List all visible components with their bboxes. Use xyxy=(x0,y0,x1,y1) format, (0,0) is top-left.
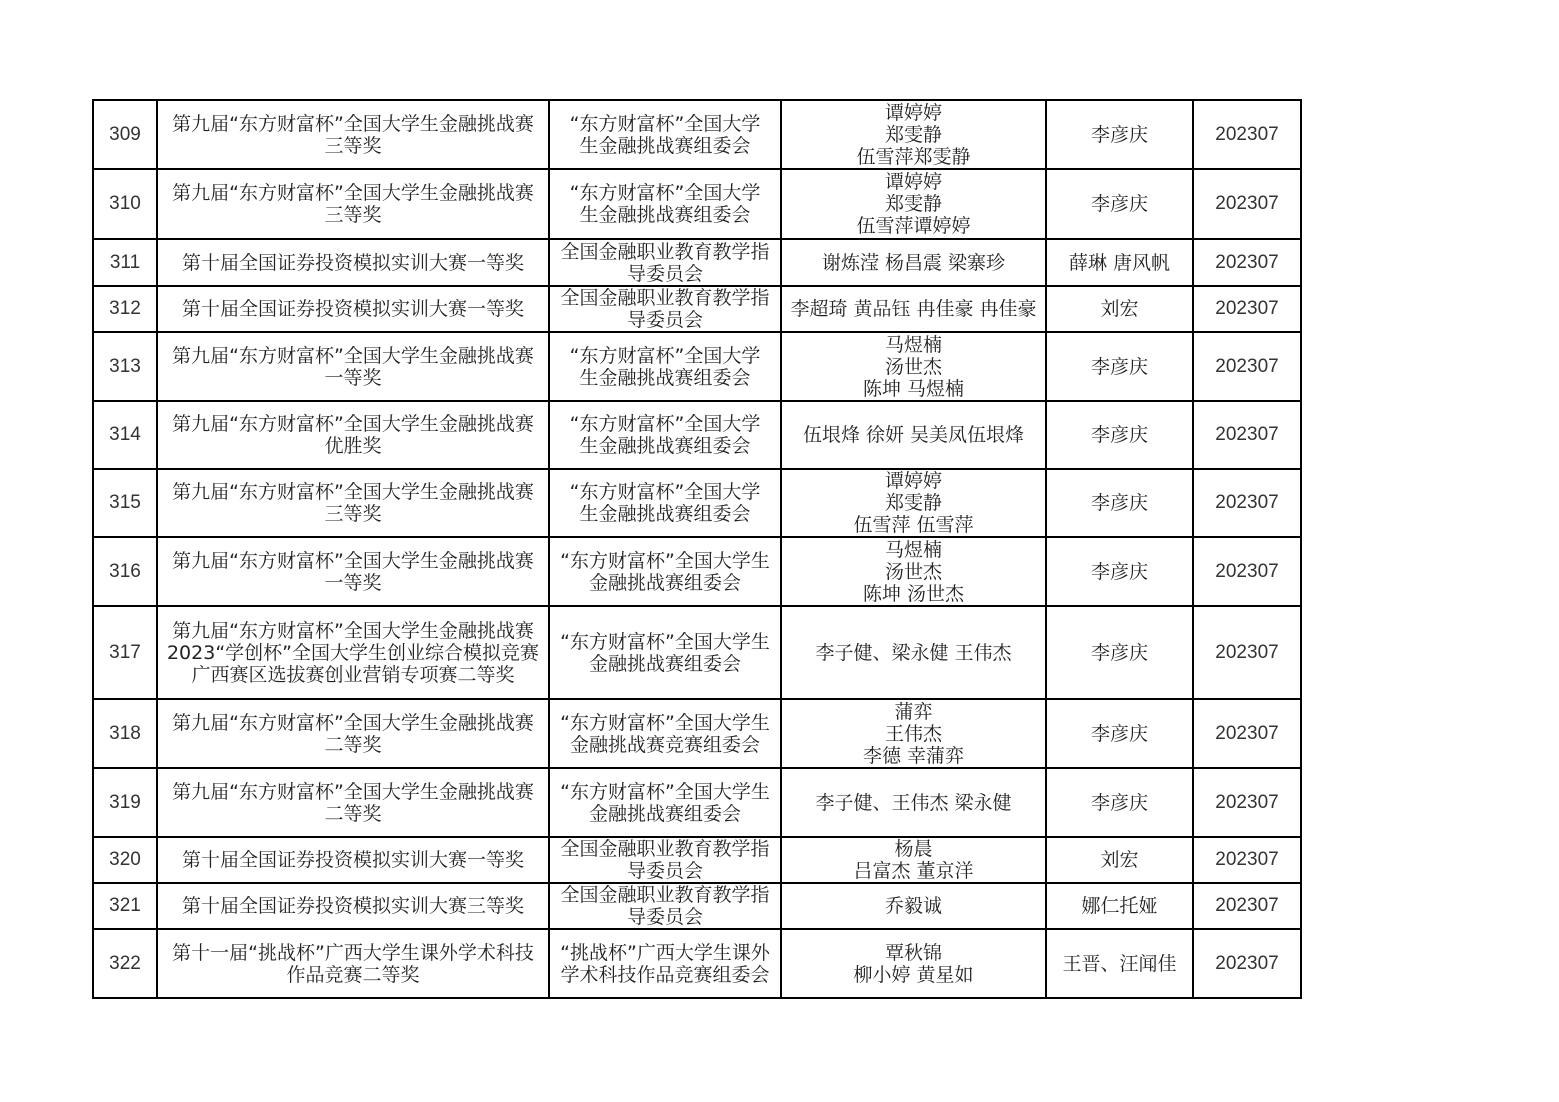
cell-organizer-line: 导委员会 xyxy=(626,906,703,928)
cell-students xyxy=(781,699,1046,768)
cell-students xyxy=(781,768,1046,837)
table-row xyxy=(93,401,1301,469)
cell-students-line: 谭婷婷 xyxy=(884,171,942,193)
awards-table xyxy=(92,99,1302,999)
cell-students-line: 蒲弈 xyxy=(894,700,933,723)
cell-organizer-line: 全国金融职业教育教学指 xyxy=(560,287,770,309)
cell-teacher: 李彦庆 xyxy=(1046,469,1193,537)
cell-teacher: 李彦庆 xyxy=(1046,699,1193,768)
cell-organizer-line: 学术科技作品竞赛组委会 xyxy=(560,963,770,986)
cell-number: 316 xyxy=(93,537,157,606)
table-row xyxy=(93,169,1301,239)
cell-students-line: 伍雪萍 伍雪萍 xyxy=(853,514,974,536)
cell-students-line: 汤世杰 xyxy=(884,560,942,583)
cell-award-line: 第九届“东方财富杯”全国大学生金融挑战赛 xyxy=(172,619,534,642)
cell-date: 202307 xyxy=(1193,100,1301,169)
cell-students-line: 覃秋锦 xyxy=(884,941,942,964)
cell-organizer xyxy=(549,239,781,286)
cell-organizer-line: “东方财富杯”全国大学 xyxy=(569,112,761,135)
cell-award-line: 二等奖 xyxy=(324,733,382,756)
cell-teacher: 李彦庆 xyxy=(1046,332,1193,401)
cell-students xyxy=(781,286,1046,332)
cell-students xyxy=(781,929,1046,998)
cell-students-line: 伍雪萍郑雯静 xyxy=(856,145,971,168)
cell-students xyxy=(781,401,1046,469)
cell-students-line: 谭婷婷 xyxy=(884,101,942,124)
cell-students-line: 马煜楠 xyxy=(884,333,942,356)
cell-award xyxy=(157,837,549,883)
cell-award-line: 优胜奖 xyxy=(324,435,382,457)
cell-award xyxy=(157,469,549,537)
cell-teacher: 李彦庆 xyxy=(1046,537,1193,606)
cell-award xyxy=(157,286,549,332)
cell-organizer xyxy=(549,332,781,401)
cell-students-line: 郑雯静 xyxy=(884,123,942,146)
cell-award-line: 三等奖 xyxy=(324,134,382,157)
cell-award-line: 第九届“东方财富杯”全国大学生金融挑战赛 xyxy=(172,344,534,367)
cell-number: 310 xyxy=(93,169,157,239)
cell-number: 315 xyxy=(93,469,157,537)
cell-award-line: 第九届“东方财富杯”全国大学生金融挑战赛 xyxy=(172,780,534,803)
cell-organizer xyxy=(549,401,781,469)
cell-date: 202307 xyxy=(1193,883,1301,929)
cell-organizer-line: “东方财富杯”全国大学生 xyxy=(560,630,770,653)
cell-students-line: 汤世杰 xyxy=(884,355,942,378)
cell-students-line: 马煜楠 xyxy=(884,538,942,561)
cell-teacher: 刘宏 xyxy=(1046,286,1193,332)
cell-date: 202307 xyxy=(1193,332,1301,401)
cell-students-line: 李子健、梁永健 王伟杰 xyxy=(815,641,1012,664)
cell-award xyxy=(157,606,549,699)
table-row xyxy=(93,837,1301,883)
cell-number: 313 xyxy=(93,332,157,401)
cell-number: 321 xyxy=(93,883,157,929)
cell-number: 322 xyxy=(93,929,157,998)
cell-award-line: 第十一届“挑战杯”广西大学生课外学术科技 xyxy=(172,941,534,964)
cell-award xyxy=(157,239,549,286)
cell-students-line: 郑雯静 xyxy=(884,193,942,215)
cell-number: 317 xyxy=(93,606,157,699)
cell-number: 312 xyxy=(93,286,157,332)
cell-students xyxy=(781,837,1046,883)
cell-date: 202307 xyxy=(1193,606,1301,699)
table-row xyxy=(93,332,1301,401)
cell-organizer-line: 生金融挑战赛组委会 xyxy=(579,366,751,389)
cell-organizer xyxy=(549,768,781,837)
cell-award xyxy=(157,537,549,606)
cell-date: 202307 xyxy=(1193,837,1301,883)
cell-organizer-line: 金融挑战赛组委会 xyxy=(588,571,741,594)
cell-award-line: 第十届全国证券投资模拟实训大赛三等奖 xyxy=(181,895,524,917)
cell-award-line: 第九届“东方财富杯”全国大学生金融挑战赛 xyxy=(172,549,534,572)
cell-organizer-line: 金融挑战赛竞赛组委会 xyxy=(569,733,760,756)
cell-award xyxy=(157,169,549,239)
cell-students-line: 柳小婷 黄星如 xyxy=(853,963,974,986)
cell-organizer-line: 导委员会 xyxy=(626,309,703,331)
table-row xyxy=(93,537,1301,606)
cell-award-line: 第九届“东方财富杯”全国大学生金融挑战赛 xyxy=(172,481,534,503)
cell-teacher: 李彦庆 xyxy=(1046,100,1193,169)
cell-organizer xyxy=(549,883,781,929)
table-row xyxy=(93,469,1301,537)
cell-students xyxy=(781,332,1046,401)
cell-students xyxy=(781,469,1046,537)
cell-award xyxy=(157,768,549,837)
cell-organizer xyxy=(549,606,781,699)
cell-organizer-line: “东方财富杯”全国大学 xyxy=(569,344,761,367)
cell-award-line: 第九届“东方财富杯”全国大学生金融挑战赛 xyxy=(172,182,534,204)
cell-organizer xyxy=(549,837,781,883)
cell-students-line: 伍垠烽 徐妍 吴美凤伍垠烽 xyxy=(802,424,1025,446)
cell-organizer-line: “东方财富杯”全国大学 xyxy=(569,413,761,435)
table-row xyxy=(93,239,1301,286)
cell-organizer-line: “东方财富杯”全国大学 xyxy=(569,182,761,204)
cell-students-line: 李超琦 黄品钰 冉佳豪 冉佳豪 xyxy=(790,298,1037,320)
cell-students-line: 谢炼滢 杨昌震 梁寨珍 xyxy=(821,251,1006,274)
cell-students-line: 杨晨 xyxy=(894,838,933,860)
cell-students xyxy=(781,169,1046,239)
cell-award-line: 作品竞赛二等奖 xyxy=(286,963,420,986)
cell-award-line: 第九届“东方财富杯”全国大学生金融挑战赛 xyxy=(172,711,534,734)
table-row xyxy=(93,929,1301,998)
cell-award xyxy=(157,929,549,998)
cell-award-line: 第九届“东方财富杯”全国大学生金融挑战赛 xyxy=(172,112,534,135)
cell-teacher: 李彦庆 xyxy=(1046,768,1193,837)
cell-teacher: 李彦庆 xyxy=(1046,606,1193,699)
cell-organizer xyxy=(549,929,781,998)
cell-organizer xyxy=(549,537,781,606)
cell-teacher: 薛琳 唐风帆 xyxy=(1046,239,1193,286)
cell-teacher: 王晋、汪闻佳 xyxy=(1046,929,1193,998)
cell-students-line: 陈坤 马煜楠 xyxy=(862,377,965,400)
cell-organizer-line: 生金融挑战赛组委会 xyxy=(579,134,751,157)
cell-organizer-line: 生金融挑战赛组委会 xyxy=(579,435,751,457)
cell-students-line: 吕富杰 董京洋 xyxy=(853,860,974,882)
cell-students-line: 陈坤 汤世杰 xyxy=(862,582,965,605)
cell-students xyxy=(781,537,1046,606)
cell-award-line: 第十届全国证券投资模拟实训大赛一等奖 xyxy=(181,251,524,274)
cell-organizer-line: 全国金融职业教育教学指 xyxy=(560,838,770,860)
cell-organizer xyxy=(549,699,781,768)
table-row xyxy=(93,883,1301,929)
cell-date: 202307 xyxy=(1193,286,1301,332)
cell-teacher: 李彦庆 xyxy=(1046,401,1193,469)
cell-award xyxy=(157,401,549,469)
cell-award-line: 一等奖 xyxy=(324,366,382,389)
cell-number: 311 xyxy=(93,239,157,286)
cell-teacher: 李彦庆 xyxy=(1046,169,1193,239)
cell-date: 202307 xyxy=(1193,401,1301,469)
cell-number: 318 xyxy=(93,699,157,768)
cell-award-line: 二等奖 xyxy=(324,802,382,825)
cell-organizer-line: “东方财富杯”全国大学生 xyxy=(560,549,770,572)
cell-organizer-line: “东方财富杯”全国大学生 xyxy=(560,780,770,803)
cell-date: 202307 xyxy=(1193,768,1301,837)
cell-students xyxy=(781,239,1046,286)
cell-award-line: 广西赛区选拔赛创业营销专项赛二等奖 xyxy=(191,663,515,686)
cell-students-line: 王伟杰 xyxy=(884,722,942,745)
cell-date: 202307 xyxy=(1193,537,1301,606)
cell-organizer-line: 金融挑战赛组委会 xyxy=(588,802,741,825)
cell-date: 202307 xyxy=(1193,929,1301,998)
cell-students xyxy=(781,883,1046,929)
cell-award-line: 一等奖 xyxy=(324,571,382,594)
cell-organizer-line: 生金融挑战赛组委会 xyxy=(579,503,751,525)
cell-students-line: 李德 幸蒲弈 xyxy=(862,744,965,767)
cell-organizer-line: 生金融挑战赛组委会 xyxy=(579,204,751,226)
cell-students-line: 郑雯静 xyxy=(884,492,942,514)
cell-date: 202307 xyxy=(1193,169,1301,239)
cell-award-line: 三等奖 xyxy=(324,503,382,525)
cell-teacher: 娜仁托娅 xyxy=(1046,883,1193,929)
cell-organizer xyxy=(549,286,781,332)
cell-award-line: 第十届全国证券投资模拟实训大赛一等奖 xyxy=(181,849,524,871)
cell-number: 314 xyxy=(93,401,157,469)
cell-organizer-line: “东方财富杯”全国大学生 xyxy=(560,711,770,734)
cell-award xyxy=(157,699,549,768)
cell-organizer-line: “东方财富杯”全国大学 xyxy=(569,481,761,503)
cell-organizer-line: 全国金融职业教育教学指 xyxy=(560,240,770,263)
cell-students-line: 李子健、王伟杰 梁永健 xyxy=(815,791,1012,814)
cell-date: 202307 xyxy=(1193,239,1301,286)
cell-organizer xyxy=(549,169,781,239)
cell-award xyxy=(157,883,549,929)
table-row xyxy=(93,768,1301,837)
cell-number: 309 xyxy=(93,100,157,169)
table-row xyxy=(93,100,1301,169)
cell-organizer-line: 导委员会 xyxy=(626,262,703,285)
cell-award-line: 三等奖 xyxy=(324,204,382,226)
cell-organizer-line: 全国金融职业教育教学指 xyxy=(560,884,770,906)
cell-students xyxy=(781,100,1046,169)
cell-award xyxy=(157,100,549,169)
cell-award-line: 第九届“东方财富杯”全国大学生金融挑战赛 xyxy=(172,413,534,435)
cell-award-line: 2023“学创杯”全国大学生创业综合模拟竞赛 xyxy=(166,641,540,664)
table-row xyxy=(93,286,1301,332)
cell-students-line: 伍雪萍谭婷婷 xyxy=(856,215,971,237)
cell-teacher: 刘宏 xyxy=(1046,837,1193,883)
awards-table-body xyxy=(93,100,1301,998)
cell-students-line: 乔毅诚 xyxy=(884,895,942,917)
cell-organizer xyxy=(549,100,781,169)
cell-organizer-line: 导委员会 xyxy=(626,860,703,882)
cell-organizer-line: “挑战杯”广西大学生课外 xyxy=(560,941,770,964)
cell-number: 320 xyxy=(93,837,157,883)
table-row xyxy=(93,699,1301,768)
cell-organizer-line: 金融挑战赛组委会 xyxy=(588,652,741,675)
cell-date: 202307 xyxy=(1193,699,1301,768)
cell-organizer xyxy=(549,469,781,537)
cell-number: 319 xyxy=(93,768,157,837)
cell-award-line: 第十届全国证券投资模拟实训大赛一等奖 xyxy=(181,298,524,320)
cell-award xyxy=(157,332,549,401)
table-row xyxy=(93,606,1301,699)
cell-students-line: 谭婷婷 xyxy=(884,470,942,492)
cell-students xyxy=(781,606,1046,699)
cell-date: 202307 xyxy=(1193,469,1301,537)
